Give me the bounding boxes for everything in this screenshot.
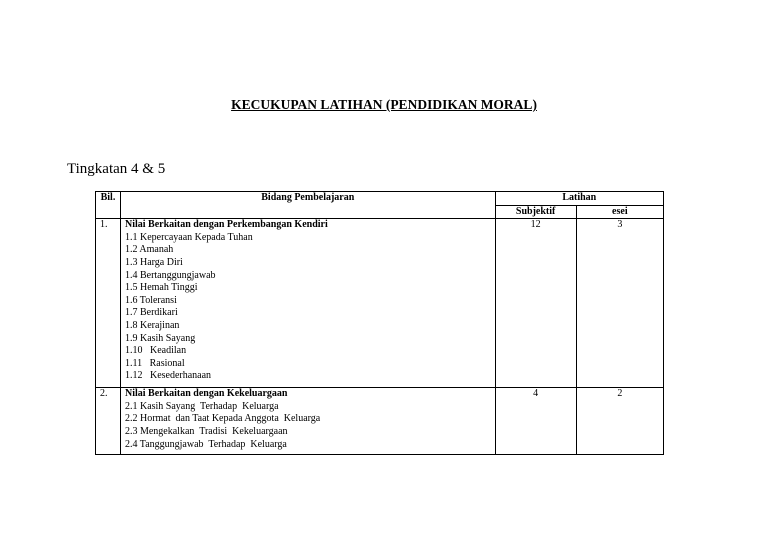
list-item: 1.2 Amanah	[124, 244, 174, 256]
document-title	[0, 97, 768, 113]
header-bidang: Bidang Pembelajaran	[120, 192, 495, 219]
document-title-text: KECUKUPAN LATIHAN (PENDIDIKAN MORAL)	[231, 97, 537, 112]
subjektif-count: 4	[495, 388, 576, 455]
row-content	[120, 219, 495, 388]
list-item: 1.4 Bertanggungjawab	[124, 269, 216, 281]
header-esei: esei	[576, 205, 663, 219]
level-heading: Tingkatan 4 & 5	[67, 161, 166, 177]
table-row	[96, 219, 664, 388]
list-item: 1.1 Kepercayaan Kepada Tuhan	[124, 231, 253, 243]
row-content	[120, 388, 495, 455]
list-item: 1.10 Keadilan	[124, 345, 187, 357]
list-item: 1.11 Rasional	[124, 357, 185, 369]
list-item: 1.6 Toleransi	[124, 294, 177, 306]
row-number: 2.	[96, 388, 121, 455]
section-title: Nilai Berkaitan dengan Kekeluargaan	[124, 388, 288, 400]
list-item: 1.3 Harga Diri	[124, 256, 183, 268]
list-item: 2.4 Tanggungjawab Terhadap Keluarga	[124, 438, 287, 450]
esei-count: 2	[576, 388, 663, 455]
list-item: 1.12 Kesederhanaan	[124, 370, 212, 382]
header-bil: Bil.	[96, 192, 121, 219]
training-table	[95, 191, 664, 455]
list-item: 1.5 Hemah Tinggi	[124, 282, 198, 294]
header-row-1	[96, 192, 664, 206]
list-item: 2.2 Hormat dan Taat Kepada Anggota Keluarga	[124, 413, 321, 425]
list-item: 2.1 Kasih Sayang Terhadap Keluarga	[124, 400, 279, 412]
list-item: 1.9 Kasih Sayang	[124, 332, 196, 344]
list-item: 1.8 Kerajinan	[124, 319, 180, 331]
header-latihan: Latihan	[495, 192, 663, 206]
subjektif-count: 12	[495, 219, 576, 388]
esei-count: 3	[576, 219, 663, 388]
list-item: 1.7 Berdikari	[124, 307, 178, 319]
table-row	[96, 388, 664, 455]
section-title: Nilai Berkaitan dengan Perkembangan Kendiri	[124, 219, 328, 231]
header-subjektif: Subjektif	[495, 205, 576, 219]
row-number: 1.	[96, 219, 121, 388]
list-item: 2.3 Mengekalkan Tradisi Kekeluargaan	[124, 425, 288, 437]
